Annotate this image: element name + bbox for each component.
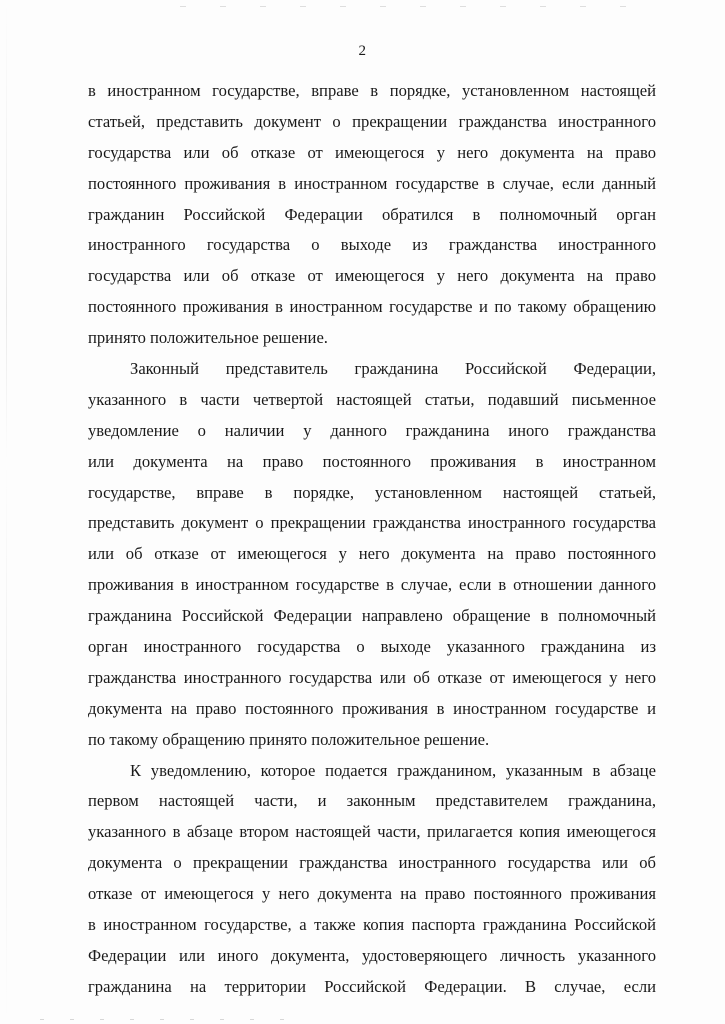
text-line: первом настоящей части, и законным представителем гражданина, [88,791,656,811]
text-line: государстве, вправе в порядке, установленном настоящей статьей, [88,482,656,502]
text-line: в иностранном государстве, а также копия паспорта гражданина Российской [88,915,656,935]
text-line: постоянного проживания в иностранном государстве и по такому обращению [88,297,656,317]
text-line: в иностранном государстве, вправе в порядке, установленном настоящей [88,81,656,100]
text-line: уведомление о наличии у данного гражданина иного гражданства [88,420,656,440]
text-line: или документа на право постоянного проживания в иностранном [88,451,656,471]
text-line: по такому обращению принято положительное решение. [88,729,490,749]
text-line: проживания в иностранном государстве в случае, если в отношении данного [88,575,656,595]
text-line: К уведомлению, которое подается гражданином, указанным в абзаце [130,760,656,780]
paragraph-1 [88,76,656,354]
body-text [88,76,656,1003]
page-number: 2 [358,43,367,59]
paragraph-2 [88,354,656,756]
text-line: документа о прекращении гражданства иностранного государства или об [88,853,656,873]
scan-artifact-left [6,0,7,1024]
text-line: постоянного проживания в иностранном государстве в случае, если данный [88,173,656,193]
text-line: государства или об отказе от имеющегося у него документа на право [88,142,656,162]
text-line: представить документ о прекращении гражданства иностранного государства [88,513,656,533]
text-line: указанного в абзаце втором настоящей части, прилагается копия имеющегося [88,822,656,842]
text-line: принято положительное решение. [88,328,328,348]
text-line: гражданства иностранного государства или об отказе от имеющегося у него [88,667,656,687]
scan-artifact-top [180,6,660,7]
text-line: иностранного государства о выходе из гражданства иностранного [88,235,656,255]
text-line: указанного в части четвертой настоящей статьи, подавший письменное [88,389,656,409]
text-line: отказе от имеющегося у него документа на право постоянного проживания [88,884,656,904]
text-line: гражданина на территории Российской Федерации. В случае, если [88,976,656,996]
text-line: Федерации или иного документа, удостоверяющего личность указанного [88,945,656,965]
text-line: гражданин Российской Федерации обратился в полномочный орган [88,204,656,224]
text-line: статьей, представить документ о прекращении гражданства иностранного [88,111,656,131]
text-line: государства или об отказе от имеющегося у него документа на право [88,266,656,286]
text-line: Законный представитель гражданина Российской Федерации, [130,359,656,379]
text-line: орган иностранного государства о выходе указанного гражданина из [88,637,656,657]
text-line: гражданина Российской Федерации направлено обращение в полномочный [88,606,656,626]
paragraph-3 [88,756,656,1003]
text-line: документа на право постоянного проживания в иностранном государстве и [88,698,656,718]
text-line: или об отказе от имеющегося у него документа на право постоянного [88,544,656,564]
scan-artifact-bottom [40,1019,300,1020]
